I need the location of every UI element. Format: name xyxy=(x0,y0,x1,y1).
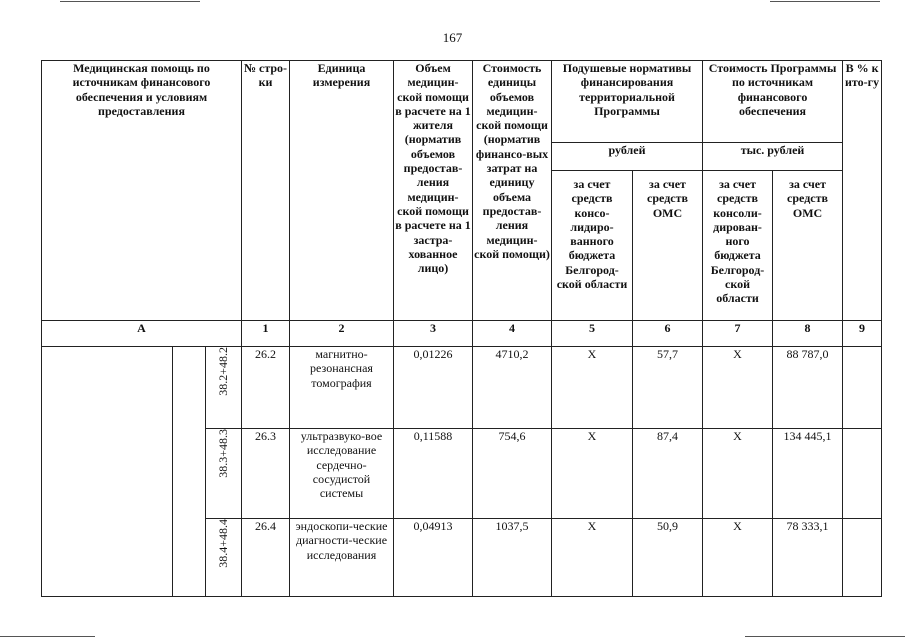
header-col-8: за счет средств ОМС xyxy=(773,171,843,321)
row-code-cell xyxy=(206,519,242,597)
top-scan-line-left xyxy=(60,1,200,2)
row-budget-norm: Х xyxy=(552,429,633,519)
header-col-1: № стро-ки xyxy=(242,61,290,321)
row-budget-norm: Х xyxy=(552,347,633,429)
row-oms-norm: 50,9 xyxy=(633,519,703,597)
row-percent xyxy=(843,347,882,429)
numbering-row xyxy=(42,321,882,347)
header-col-5: за счет средств консо-лидиро-ванного бюджета Белгород-ской области xyxy=(552,171,633,321)
page-number: 167 xyxy=(442,30,463,45)
row-unit: эндоскопи-ческие диагности-ческие исследования xyxy=(290,519,394,597)
numbering-cell-1: 1 xyxy=(242,321,290,347)
row-code: 38.2+48.2 xyxy=(216,347,231,396)
row-volume: 0,11588 xyxy=(394,429,473,519)
header-row-1 xyxy=(42,61,882,143)
numbering-cell-4: 4 xyxy=(473,321,552,347)
financing-table xyxy=(41,60,882,597)
numbering-cell-3: 3 xyxy=(394,321,473,347)
row-code: 38.3+48.3 xyxy=(216,429,231,478)
numbering-cell-8: 8 xyxy=(773,321,843,347)
header-unit-rub: рублей xyxy=(552,143,703,171)
row-budget-total: Х xyxy=(703,347,773,429)
row-line-number: 26.4 xyxy=(242,519,290,597)
header-col-3: Объем медицин-ской помощи в расчете на 1 жителя (норматив объемов предостав-ления медицин-ской помощи в расчете на 1 застра-хованное лицо) xyxy=(394,61,473,321)
header-unit-thousand-rub: тыс. рублей xyxy=(703,143,843,171)
row-volume: 0,04913 xyxy=(394,519,473,597)
category-cell-empty xyxy=(42,347,173,597)
numbering-cell-9: 9 xyxy=(843,321,882,347)
header-group-cost: Стоимость Программы по источникам финансового обеспечения xyxy=(703,61,843,143)
row-cost: 754,6 xyxy=(473,429,552,519)
top-scan-line-right xyxy=(770,1,880,2)
subcategory-cell-empty xyxy=(173,347,206,597)
row-line-number: 26.2 xyxy=(242,347,290,429)
row-oms-total: 88 787,0 xyxy=(773,347,843,429)
header-col-7: за счет средств консоли-дирован-ного бюджета Белгород-ской области xyxy=(703,171,773,321)
row-oms-norm: 57,7 xyxy=(633,347,703,429)
row-unit: магнитно-резонансная томография xyxy=(290,347,394,429)
row-code: 38.4+48.4 xyxy=(216,519,231,568)
table-row xyxy=(42,347,882,429)
bottom-scan-line-left xyxy=(0,636,95,637)
header-col-4: Стоимость единицы объемов медицин-ской помощи (норматив финансо-вых затрат на единицу объема предостав-ления медицин-ской помощи) xyxy=(473,61,552,321)
row-unit: ультразвуко-вое исследование сердечно-сосудистой системы xyxy=(290,429,394,519)
numbering-cell-2: 2 xyxy=(290,321,394,347)
header-col-2: Единица измерения xyxy=(290,61,394,321)
row-oms-norm: 87,4 xyxy=(633,429,703,519)
row-budget-total: Х xyxy=(703,429,773,519)
row-code-cell xyxy=(206,429,242,519)
row-percent xyxy=(843,519,882,597)
row-percent xyxy=(843,429,882,519)
row-cost: 1037,5 xyxy=(473,519,552,597)
row-line-number: 26.3 xyxy=(242,429,290,519)
row-budget-norm: Х xyxy=(552,519,633,597)
header-group-norms: Подушевые нормативы финансирования территориальной Программы xyxy=(552,61,703,143)
numbering-cell-7: 7 xyxy=(703,321,773,347)
header-col-6: за счет средств ОМС xyxy=(633,171,703,321)
bottom-scan-line-right xyxy=(745,636,905,637)
row-cost: 4710,2 xyxy=(473,347,552,429)
header-col-9: В % к ито-гу xyxy=(843,61,882,321)
numbering-cell-a: А xyxy=(42,321,242,347)
row-oms-total: 78 333,1 xyxy=(773,519,843,597)
row-budget-total: Х xyxy=(703,519,773,597)
row-volume: 0,01226 xyxy=(394,347,473,429)
header-col-a: Медицинская помощь по источникам финансового обеспечения и условиям предоставления xyxy=(42,61,242,321)
row-oms-total: 134 445,1 xyxy=(773,429,843,519)
row-code-cell xyxy=(206,347,242,429)
numbering-cell-5: 5 xyxy=(552,321,633,347)
numbering-cell-6: 6 xyxy=(633,321,703,347)
